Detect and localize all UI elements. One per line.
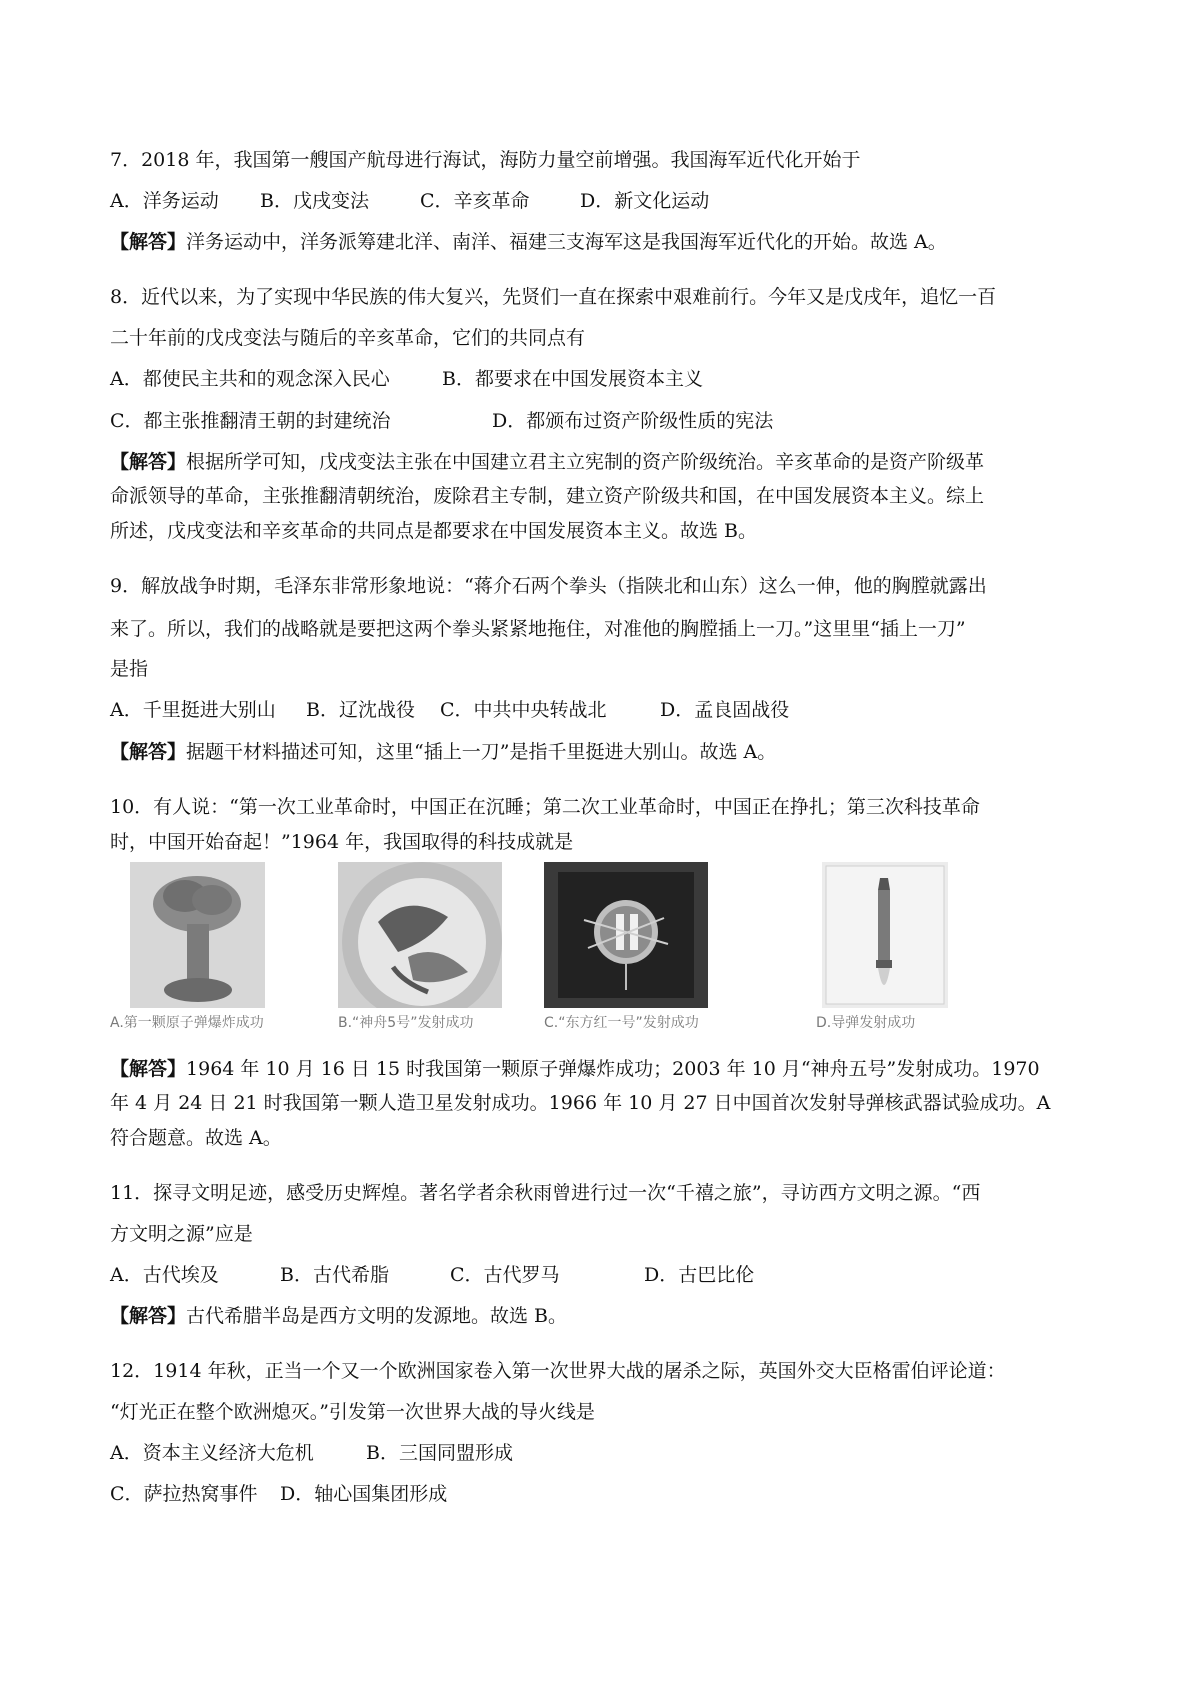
q7-options (110, 187, 709, 215)
q10-answer-line-2: 年 4 月 24 日 21 时我国第一颗人造卫星发射成功。1966 年 10 月 27 日中国首次发射导弹核武器试验成功。A (110, 1092, 1051, 1114)
figure-d-caption: D.导弹发射成功 (816, 1015, 916, 1031)
q12-option-d: D．轴心国集团形成 (280, 1483, 448, 1505)
q8-question-line-2: 二十年前的戊戌变法与随后的辛亥革命，它们的共同点有 (110, 327, 586, 349)
q7-option-b: B．戊戌变法 (260, 190, 369, 212)
q7-answer-text: 洋务运动中，洋务派筹建北洋、南洋、福建三支海军这是我国海军近代化的开始。故选 A。 (186, 231, 947, 253)
q9-answer-text: 据题干材料描述可知，这里“插上一刀”是指千里挺进大别山。故选 A。 (186, 741, 777, 763)
satellite-icon (544, 862, 708, 1008)
q12-options-row-1 (110, 1439, 513, 1467)
q11-option-a: A．古代埃及 (110, 1264, 219, 1286)
q8-option-c: C．都主张推翻清王朝的封建统治 (110, 410, 391, 432)
q7-option-a: A．洋务运动 (110, 190, 219, 212)
q9-answer (110, 738, 776, 766)
q11-option-c: C．古代罗马 (450, 1264, 560, 1286)
q8-answer-line-2: 命派领导的革命，主张推翻清朝统治，废除君主专制，建立资产阶级共和国，在中国发展资本主义。综上 (110, 485, 985, 507)
answer-label: 【解答】 (110, 1058, 187, 1080)
q11-answer (110, 1302, 567, 1330)
q11-question-line-1: 11．探寻文明足迹，感受历史辉煌。著名学者余秋雨曾进行过一次“千禧之旅”，寻访西方文明之源。“西 (110, 1182, 981, 1204)
q7-option-d: D．新文化运动 (580, 190, 710, 212)
q9-option-d: D．孟良固战役 (660, 699, 790, 721)
q9-question-line-3: 是指 (110, 658, 149, 680)
q9-option-b: B．辽沈战役 (306, 699, 415, 721)
answer-label: 【解答】 (110, 231, 187, 253)
q10-answer-text: 1964 年 10 月 16 日 15 时我国第一颗原子弹爆炸成功；2003 年 10 月“神舟五号”发射成功。1970 (186, 1058, 1040, 1080)
mushroom-cloud-icon (130, 862, 265, 1008)
figure-b-caption: B.“神舟5号”发射成功 (338, 1015, 474, 1031)
q9-question-line-2: 来了。所以，我们的战略就是要把这两个拳头紧紧地拖住，对准他的胸膛插上一刀。”这里里“插上一刀” (110, 618, 966, 640)
spacecraft-icon (338, 862, 502, 1008)
figure-c-caption: C.“东方红一号”发射成功 (544, 1015, 699, 1031)
q10-answer-line-3: 符合题意。故选 A。 (110, 1127, 282, 1149)
q10-question-line-1: 10．有人说：“第一次工业革命时，中国正在沉睡；第二次工业革命时，中国正在挣扎；第三次科技革命 (110, 796, 980, 818)
q9-option-c: C．中共中央转战北 (440, 699, 607, 721)
q12-question-line-2: “灯光正在整个欧洲熄灭。”引发第一次世界大战的导火线是 (110, 1401, 595, 1423)
q9-options (110, 696, 789, 724)
q10-question-line-2: 时，中国开始奋起！”1964 年，我国取得的科技成就是 (110, 831, 574, 853)
figure-a-caption: A.第一颗原子弹爆炸成功 (110, 1015, 264, 1031)
q11-option-b: B．古代希脂 (280, 1264, 389, 1286)
q8-options-row-1 (110, 365, 703, 393)
q11-answer-text: 古代希腊半岛是西方文明的发源地。故选 B。 (186, 1305, 568, 1327)
q12-question-line-1: 12．1914 年秋，正当一个又一个欧洲国家卷入第一次世界大战的屠杀之际，英国外交大臣格雷伯评论道： (110, 1360, 1006, 1382)
q7-option-c: C．辛亥革命 (420, 190, 530, 212)
answer-label: 【解答】 (110, 1305, 187, 1327)
q8-answer-line-3: 所述，戊戌变法和辛亥革命的共同点是都要求在中国发展资本主义。故选 B。 (110, 520, 758, 542)
q11-options (110, 1261, 754, 1289)
q12-options-row-2 (110, 1480, 447, 1508)
q8-option-a: A．都使民主共和的观念深入民心 (110, 368, 390, 390)
q10-figure-row (110, 862, 970, 1040)
q8-options-row-2 (110, 407, 773, 435)
q11-question-line-2: 方文明之源”应是 (110, 1223, 253, 1245)
q12-option-a: A．资本主义经济大危机 (110, 1442, 314, 1464)
q9-option-a: A．千里挺进大别山 (110, 699, 276, 721)
q9-question-line-1: 9．解放战争时期，毛泽东非常形象地说：“蒋介石两个拳头（指陕北和山东）这么一伸，他的胸膛就露出 (110, 575, 987, 597)
q7-question: 7．2018 年，我国第一艘国产航母进行海试，海防力量空前增强。我国海军近代化开始于 (110, 149, 861, 171)
q11-option-d: D．古巴比伦 (644, 1264, 755, 1286)
missile-icon (822, 862, 948, 1008)
q12-option-c: C．萨拉热窝事件 (110, 1483, 258, 1505)
q12-option-b: B．三国同盟形成 (366, 1442, 513, 1464)
q7-answer (110, 228, 947, 256)
q8-answer-text: 根据所学可知，戊戌变法主张在中国建立君主立宪制的资产阶级统治。辛亥革命的是资产阶级革 (186, 451, 985, 473)
q8-question-line-1: 8．近代以来，为了实现中华民族的伟大复兴，先贤们一直在探索中艰难前行。今年又是戊戌年，追忆一百 (110, 286, 997, 308)
answer-label: 【解答】 (110, 741, 187, 763)
q8-option-b: B．都要求在中国发展资本主义 (442, 368, 703, 390)
answer-label: 【解答】 (110, 451, 187, 473)
q8-option-d: D．都颁布过资产阶级性质的宪法 (492, 410, 774, 432)
q10-answer-line-1 (110, 1055, 1040, 1083)
q8-answer-line-1 (110, 448, 984, 476)
